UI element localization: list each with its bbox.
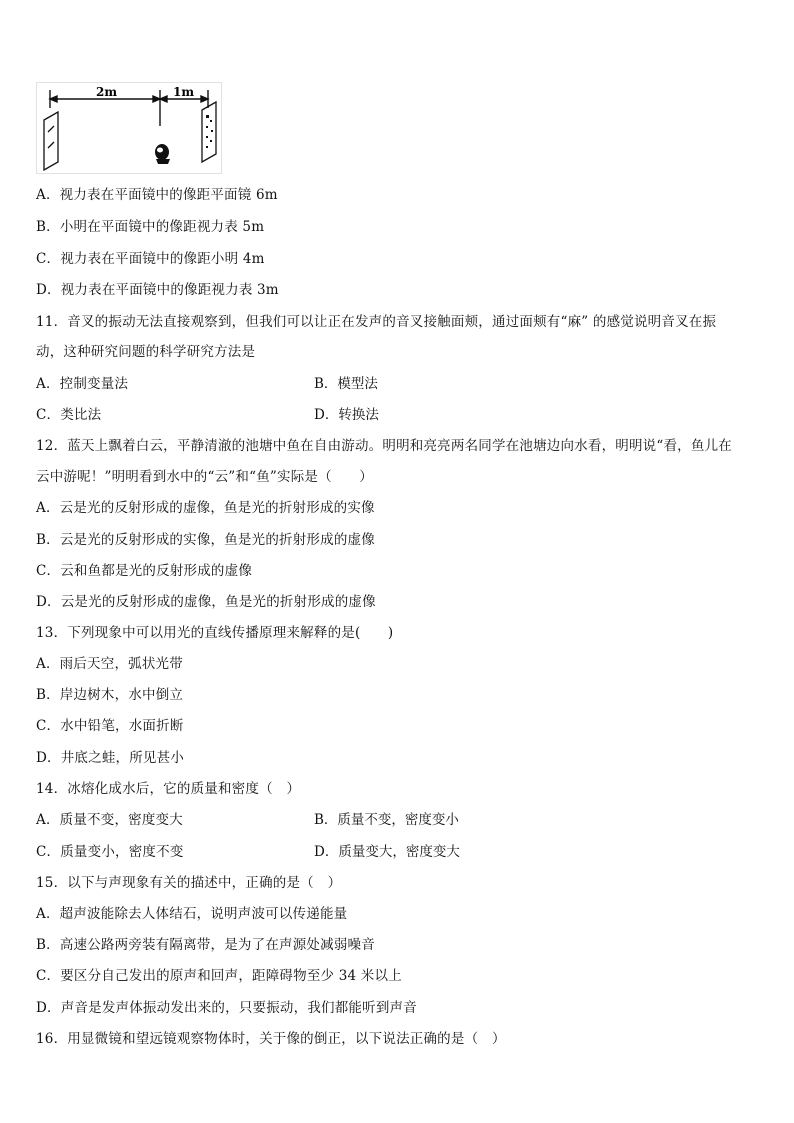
q14-stem: 14．冰熔化成水后，它的质量和密度（ ） [36, 781, 301, 797]
q13-option-c: C．水中铅笔，水面折断 [36, 718, 184, 734]
eye-chart [202, 102, 216, 162]
person-figure [155, 144, 170, 164]
q13-option-d: D．井底之蛙，所见甚小 [36, 750, 185, 766]
q14-option-c: C．质量变小，密度不变 [36, 844, 184, 860]
q11-option-a: A．控制变量法 [36, 376, 129, 392]
q15-option-d: D．声音是发声体振动发出来的，只要振动，我们都能听到声音 [36, 1000, 417, 1016]
q16-stem: 16．用显微镜和望远镜观察物体时，关于像的倒正，以下说法正确的是（ ） [36, 1031, 506, 1047]
label-2m: 2m [96, 85, 118, 99]
q12-option-d: D．云是光的反射形成的虚像，鱼是光的折射形成的虚像 [36, 594, 376, 610]
q15-option-c: C．要区分自己发出的原声和回声，距障碍物至少 34 米以上 [36, 968, 402, 984]
q14-option-d: D．质量变大，密度变大 [314, 844, 460, 860]
q11-stem-line2: 动，这种研究问题的科学研究方法是 [36, 344, 256, 360]
q15-option-a: A．超声波能除去人体结石，说明声波可以传递能量 [36, 906, 348, 922]
q13-stem: 13．下列现象中可以用光的直线传播原理来解释的是( ) [36, 625, 394, 641]
q14-option-b: B．质量不变，密度变小 [314, 812, 459, 828]
q12-stem-line1: 12．蓝天上飘着白云，平静清澈的池塘中鱼在自由游动。明明和亮亮两名同学在池塘边向水看，明明说“看，鱼儿在 [36, 438, 732, 454]
mirror-diagram [36, 82, 222, 174]
q12-option-b: B．云是光的反射形成的实像，鱼是光的折射形成的虚像 [36, 532, 375, 548]
q10-option-c: C．视力表在平面镜中的像距小明 4m [36, 251, 265, 267]
q15-stem: 15．以下与声现象有关的描述中，正确的是（ ） [36, 875, 342, 891]
q11-stem-line1: 11．音叉的振动无法直接观察到，但我们可以让正在发声的音叉接触面颊，通过面颊有“麻” 的感觉说明音叉在振 [36, 314, 717, 330]
q11-option-d: D．转换法 [314, 407, 379, 423]
q12-option-a: A．云是光的反射形成的虚像，鱼是光的折射形成的实像 [36, 500, 375, 516]
q10-option-b: B．小明在平面镜中的像距视力表 5m [36, 219, 265, 235]
q13-option-b: B．岸边树木，水中倒立 [36, 687, 184, 703]
q10-option-a: A．视力表在平面镜中的像距平面镜 6m [36, 187, 278, 203]
q15-option-b: B．高速公路两旁装有隔离带，是为了在声源处减弱噪音 [36, 937, 375, 953]
q12-stem-line2: 云中游呢！”明明看到水中的“云”和“鱼”实际是（ ） [36, 469, 373, 485]
q14-option-a: A．质量不变，密度变大 [36, 812, 183, 828]
q13-option-a: A．雨后天空，弧状光带 [36, 656, 183, 672]
q11-option-b: B．模型法 [314, 376, 378, 392]
plane-mirror [44, 112, 58, 170]
q10-option-d: D．视力表在平面镜中的像距视力表 3m [36, 282, 279, 298]
q11-option-c: C．类比法 [36, 407, 102, 423]
label-1m: 1m [173, 85, 195, 99]
q12-option-c: C．云和鱼都是光的反射形成的虚像 [36, 563, 253, 579]
